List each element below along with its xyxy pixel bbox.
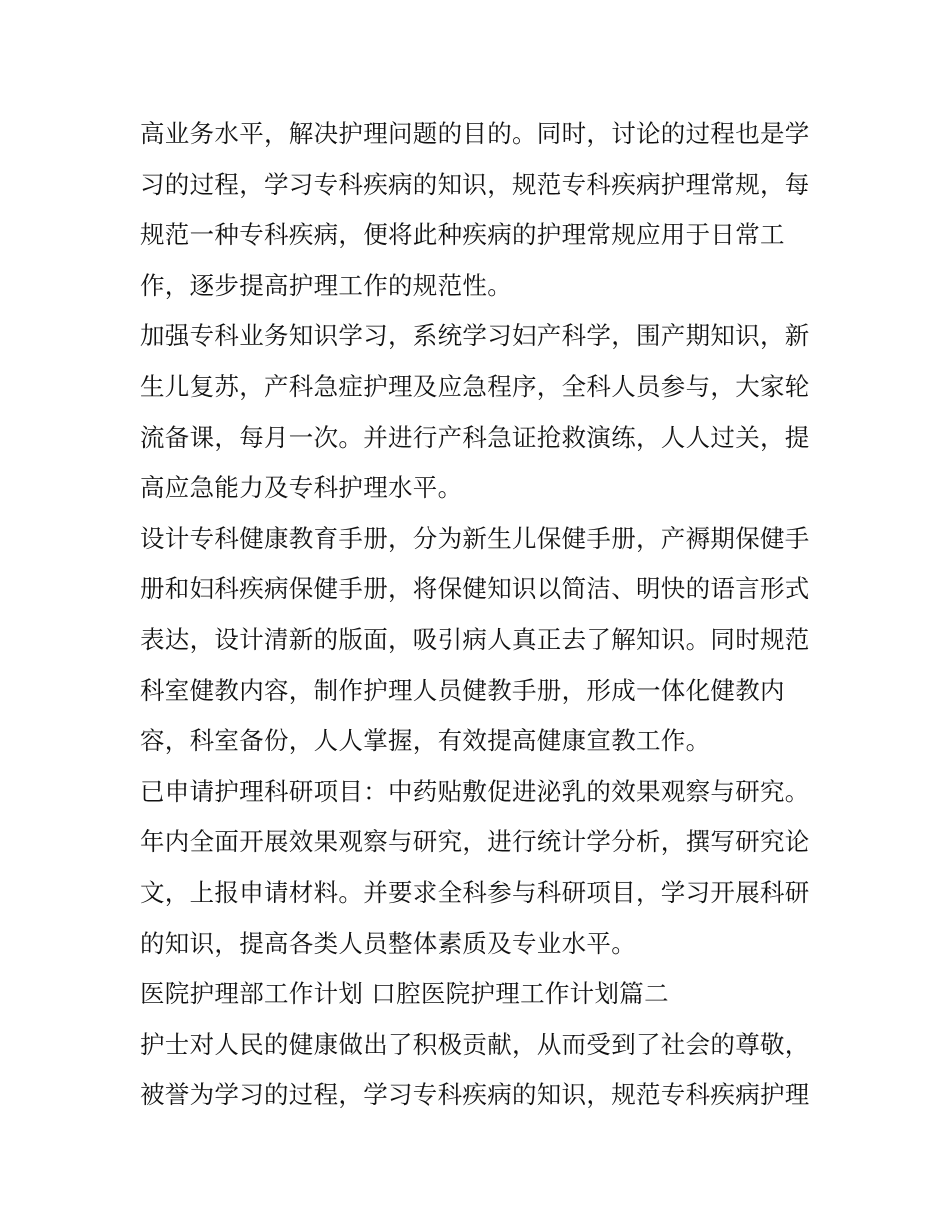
text-line: 护士对人民的健康做出了积极贡献，从而受到了社会的尊敬， xyxy=(140,1029,810,1059)
text-line: 容，科室备份，人人掌握，有效提高健康宣教工作。 xyxy=(140,726,711,756)
text-line: 表达，设计清新的版面，吸引病人真正去了解知识。同时规范 xyxy=(140,624,810,654)
body-text xyxy=(140,109,820,1121)
text-line: 被誉为学习的过程，学习专科疾病的知识，规范专科疾病护理 xyxy=(140,1080,810,1110)
text-line: 高应急能力及专科护理水平。 xyxy=(140,473,463,503)
text-line: 科室健教内容，制作护理人员健教手册，形成一体化健教内 xyxy=(140,675,785,705)
text-line: 设计专科健康教育手册，分为新生儿保健手册，产褥期保健手 xyxy=(140,523,810,553)
text-line: 习的过程，学习专科疾病的知识，规范专科疾病护理常规，每 xyxy=(140,169,810,199)
text-line: 高业务水平，解决护理问题的目的。同时，讨论的过程也是学 xyxy=(140,119,810,148)
text-line: 已申请护理科研项目：中药贴敷促进泌乳的效果观察与研究。 xyxy=(140,776,810,806)
text-line: 文，上报申请材料。并要求全科参与科研项目，学习开展科研 xyxy=(140,877,810,907)
text-line: 年内全面开展效果观察与研究，进行统计学分析，撰写研究论 xyxy=(140,827,810,857)
text-line: 规范一种专科疾病，便将此种疾病的护理常规应用于日常工 xyxy=(140,220,785,250)
section-heading: 医院护理部工作计划 口腔医院护理工作计划篇二 xyxy=(140,979,669,1009)
text-line: 作，逐步提高护理工作的规范性。 xyxy=(140,270,512,300)
text-line: 生儿复苏，产科急症护理及应急程序，全科人员参与，大家轮 xyxy=(140,371,810,401)
text-line: 加强专科业务知识学习，系统学习妇产科学，围产期知识，新 xyxy=(140,321,810,351)
text-line: 册和妇科疾病保健手册，将保健知识以简洁、明快的语言形式 xyxy=(140,574,810,604)
text-line: 的知识，提高各类人员整体素质及专业水平。 xyxy=(140,928,636,958)
text-line: 流备课，每月一次。并进行产科急证抢救演练，人人过关，提 xyxy=(140,422,810,452)
